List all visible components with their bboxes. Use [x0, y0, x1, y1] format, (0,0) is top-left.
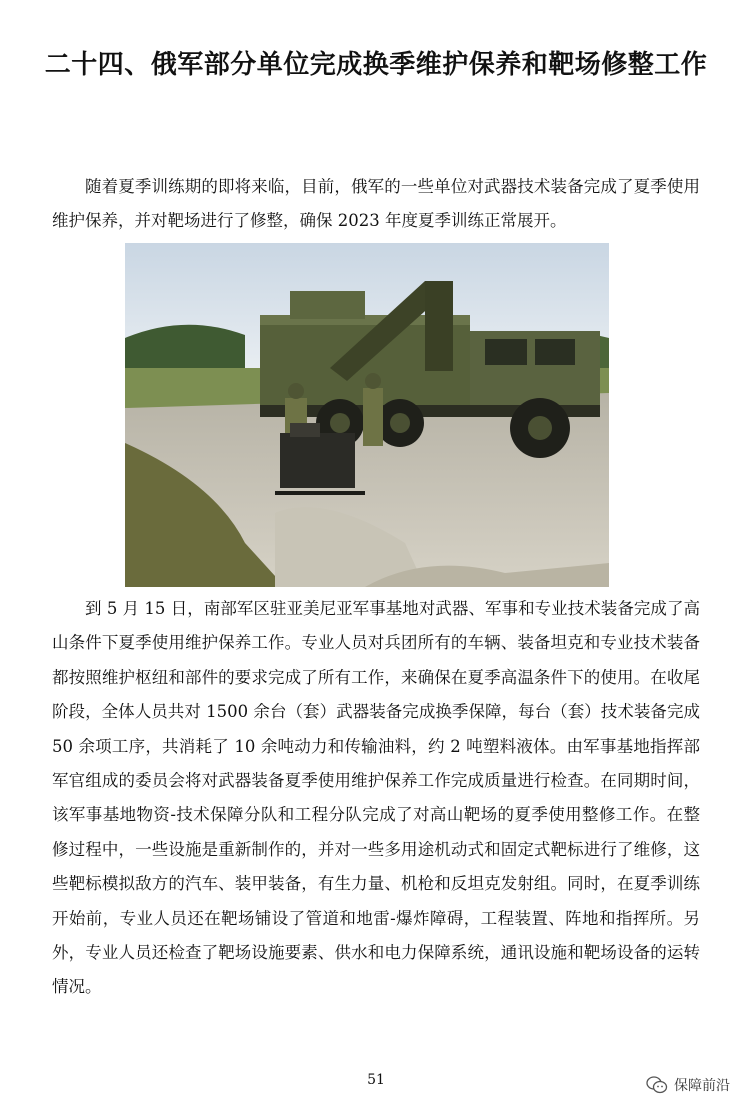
- wechat-icon: [646, 1076, 668, 1094]
- page-number: 51: [367, 1072, 385, 1088]
- intro-paragraph: 随着夏季训练期的即将来临，目前，俄军的一些单位对武器技术装备完成了夏季使用维护保养，并对靶场进行了修整，确保 2023 年度夏季训练正常展开。: [52, 177, 700, 231]
- watermark-text: 保障前沿: [674, 1078, 730, 1094]
- main-paragraph: 到 5 月 15 日，南部军区驻亚美尼亚军事基地对武器、军事和专业技术装备完成了高山条件下夏季使用维护保养工作。专业人员对兵团所有的车辆、装备坦克和专业技术装备都按照维护枢纽和部件的要求完成了所有工作，来确保在夏季高温条件下的使用。在收尾阶段，全体人员共对 1500 余台（套）武器装备完成换季保障，每台（套）技术装备完成 50 余项工序，共消耗了 10 余吨动力和传输油料，约 2 吨塑料液体。由军事基地指挥部军官组成的委员会将对武器装备夏季使用维护保养工作完成质量进行检查。在同期时间，该军事基地物资-技术保障分队和工程分队完成了对高山靶场的夏季使用整修工作。在整修过程中，一些设施是重新制作的，并对一些多用途机动式和固定式靶标进行了维修，这些靶标模拟敌方的汽车、装甲装备，有生力量、机枪和反坦克发射组。同时，在夏季训练开始前，专业人员还在靶场铺设了管道和地雷-爆炸障碍，工程装置、阵地和指挥所。另外，专业人员还检查了靶场设施要素、供水和电力保障系统，通讯设施和靶场设备的运转情况。: [52, 599, 700, 997]
- page-title: 二十四、俄军部分单位完成换季维护保养和靶场修整工作: [44, 50, 708, 80]
- watermark: [646, 1075, 730, 1095]
- photo-military-truck: [125, 243, 609, 587]
